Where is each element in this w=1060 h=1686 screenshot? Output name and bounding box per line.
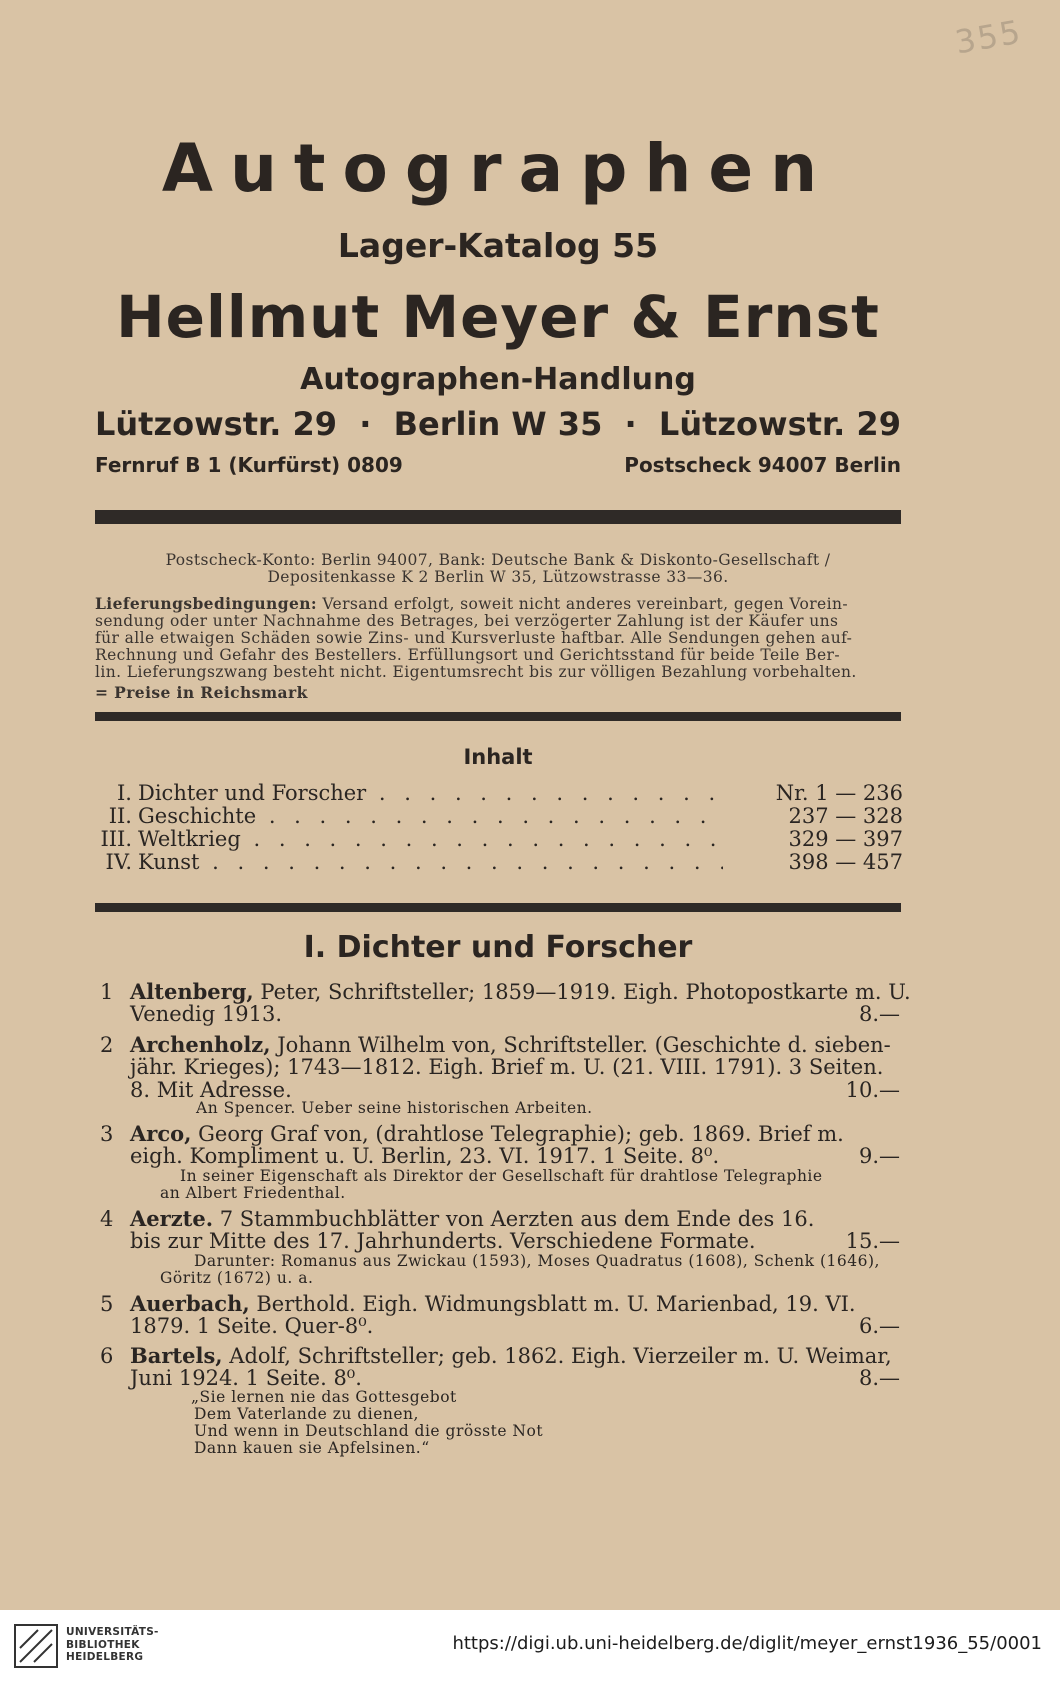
entry-note: Göritz (1672) u. a.	[160, 1269, 314, 1287]
toc-number: IV.	[105, 850, 132, 874]
toc-number: I.	[117, 781, 132, 805]
catalog-entry	[100, 979, 911, 1026]
university-library-logo-icon	[14, 1624, 58, 1668]
address-mid: Berlin W 35	[393, 405, 603, 443]
toc-label: Kunst . . .	[138, 851, 723, 874]
pencil-mark: 355	[952, 12, 1025, 62]
bank-line: Depositenkasse K 2 Berlin W 35, Lützowstrasse 33—36.	[267, 568, 729, 586]
prices-note: = Preise in Reichsmark	[95, 683, 308, 702]
toc-number: II.	[108, 804, 132, 828]
entry-name: Aerzte.	[130, 1206, 214, 1231]
entry-text: jähr. Krieges); 1743—1812. Eigh. Brief m. U. (21. VIII. 1791). 3 Seiten.	[130, 1055, 884, 1079]
toc-row	[88, 851, 903, 874]
toc-range: Nr. 1 — 236	[775, 781, 903, 805]
address-right: Lützowstr. 29	[658, 405, 901, 443]
address-left: Lützowstr. 29	[95, 405, 338, 443]
entry-note: an Albert Friedenthal.	[160, 1184, 346, 1202]
entry-price: 6.—	[858, 1314, 900, 1338]
bank-line: Postscheck-Konto: Berlin 94007, Bank: Deutsche Bank & Diskonto-Gesellschaft /	[165, 551, 831, 569]
toc-row	[88, 782, 903, 805]
catalog-entry	[100, 1207, 900, 1253]
entry-number: 5	[100, 1292, 114, 1316]
catalog-entry	[100, 1122, 900, 1168]
catalog-entry	[100, 1292, 900, 1338]
conditions-line: Versand erfolgt, soweit nicht anderes vereinbart, gegen Vorein-	[322, 595, 848, 613]
entry-number: 6	[100, 1344, 114, 1368]
delivery-conditions	[95, 595, 901, 701]
firm-name: Hellmut Meyer & Ernst	[116, 283, 880, 351]
entry-text: Johann Wilhelm von, Schriftsteller. (Geschichte d. sieben-	[277, 1033, 891, 1057]
library-name	[66, 1626, 159, 1664]
poem-line: Und wenn in Deutschland die grösste Not	[194, 1422, 544, 1440]
firm-type: Autographen-Handlung	[300, 362, 696, 397]
toc-label: Geschichte . . .	[138, 805, 723, 828]
toc-range: 237 — 328	[788, 804, 903, 828]
divider-rule	[95, 903, 901, 912]
entry-price: 8.—	[858, 1366, 900, 1390]
entry-text: Peter, Schriftsteller; 1859—1919. Eigh. Photopostkarte m. U.	[260, 980, 911, 1004]
conditions-label: Lieferungsbedingungen:	[95, 594, 318, 613]
entry-text: 1879. 1 Seite. Quer-8⁰.	[130, 1314, 374, 1338]
permalink-url[interactable]: https://digi.ub.uni-heidelberg.de/diglit/meyer_ernst1936_55/0001	[452, 1633, 1042, 1654]
entry-number: 4	[100, 1207, 114, 1231]
address-separator: ·	[359, 405, 372, 443]
library-name-line: UNIVERSITÄTS-	[66, 1626, 159, 1638]
entry-text: 8. Mit Adresse.	[130, 1078, 292, 1102]
entry-text: Georg Graf von, (drahtlose Telegraphie); geb. 1869. Brief m.	[198, 1122, 844, 1146]
catalog-entry	[100, 1033, 900, 1102]
entry-note: In seiner Eigenschaft als Direktor der Gesellschaft für drahtlose Telegraphie	[180, 1167, 823, 1185]
entry-text: Juni 1924. 1 Seite. 8⁰.	[130, 1366, 362, 1390]
entry-price: 9.—	[858, 1144, 900, 1168]
entry-text: eigh. Kompliment u. U. Berlin, 23. VI. 1917. 1 Seite. 8⁰.	[130, 1144, 720, 1168]
entry-name: Archenholz,	[130, 1032, 271, 1057]
catalog-title: Autographen	[161, 130, 835, 207]
entry-name: Altenberg,	[130, 979, 254, 1004]
toc-row	[88, 805, 903, 828]
library-name-line: BIBLIOTHEK	[66, 1638, 140, 1651]
viewer-footer	[0, 1610, 1060, 1686]
entry-number: 2	[100, 1033, 114, 1057]
entry-name: Bartels,	[130, 1343, 223, 1368]
entry-price: 15.—	[845, 1229, 900, 1253]
postscheck-number: Postscheck 94007 Berlin	[624, 453, 901, 477]
address-line	[95, 405, 901, 443]
entry-text: Berthold. Eigh. Widmungsblatt m. U. Marienbad, 19. VI.	[256, 1292, 856, 1316]
contents-heading: Inhalt	[463, 745, 533, 769]
conditions-line: sendung oder unter Nachnahme des Betrages, bei verzögerter Zahlung ist der Käufer uns	[95, 612, 839, 630]
address-separator: ·	[624, 405, 637, 443]
toc-label: Dichter und Forscher . . .	[138, 782, 723, 805]
conditions-line: für alle etwaigen Schäden sowie Zins- und Kursverluste haftbar. Alle Sendungen gehen auf-	[95, 629, 853, 647]
entry-text: Adolf, Schriftsteller; geb. 1862. Eigh. Vierzeiler m. U. Weimar,	[229, 1344, 892, 1368]
toc-range: 329 — 397	[788, 827, 903, 851]
entry-text: Venedig 1913.	[130, 1002, 283, 1026]
entry-note: Darunter: Romanus aus Zwickau (1593), Moses Quadratus (1608), Schenk (1646),	[194, 1252, 880, 1270]
toc-range: 398 — 457	[788, 850, 903, 874]
bank-info	[95, 552, 901, 586]
entry-note: An Spencer. Ueber seine historischen Arbeiten.	[196, 1099, 593, 1117]
poem-line: Dem Vaterlande zu dienen,	[194, 1405, 419, 1423]
entry-number: 1	[100, 980, 114, 1004]
entry-name: Auerbach,	[130, 1291, 250, 1316]
toc-label: Weltkrieg . . .	[138, 828, 723, 851]
table-of-contents	[88, 782, 903, 874]
library-name-line: HEIDELBERG	[66, 1651, 144, 1663]
contact-row	[95, 453, 901, 477]
entry-price: 10.—	[845, 1078, 900, 1102]
entry-text: bis zur Mitte des 17. Jahrhunderts. Verschiedene Formate.	[130, 1229, 756, 1253]
conditions-line: lin. Lieferungszwang besteht nicht. Eigentumsrecht bis zur völligen Bezahlung vorbehalten.	[95, 663, 857, 681]
catalog-subtitle: Lager-Katalog 55	[337, 226, 659, 265]
entry-number: 3	[100, 1122, 114, 1146]
entry-text: 7 Stammbuchblätter von Aerzten aus dem Ende des 16.	[219, 1207, 815, 1231]
toc-row	[88, 828, 903, 851]
divider-rule	[95, 510, 901, 524]
poem-line: „Sie lernen nie das Gottesgebot	[191, 1388, 457, 1406]
toc-number: III.	[100, 827, 132, 851]
entry-name: Arco,	[130, 1121, 192, 1146]
section-heading: I. Dichter und Forscher	[303, 930, 693, 965]
entry-price: 8.—	[858, 1002, 900, 1026]
divider-rule	[95, 712, 901, 721]
catalog-entry	[100, 1344, 900, 1390]
poem-line: Dann kauen sie Apfelsinen.“	[194, 1439, 430, 1457]
phone-number: Fernruf B 1 (Kurfürst) 0809	[95, 453, 403, 477]
conditions-line: Rechnung und Gefahr des Bestellers. Erfüllungsort und Gerichtsstand für beide Teile Ber-	[95, 646, 840, 664]
